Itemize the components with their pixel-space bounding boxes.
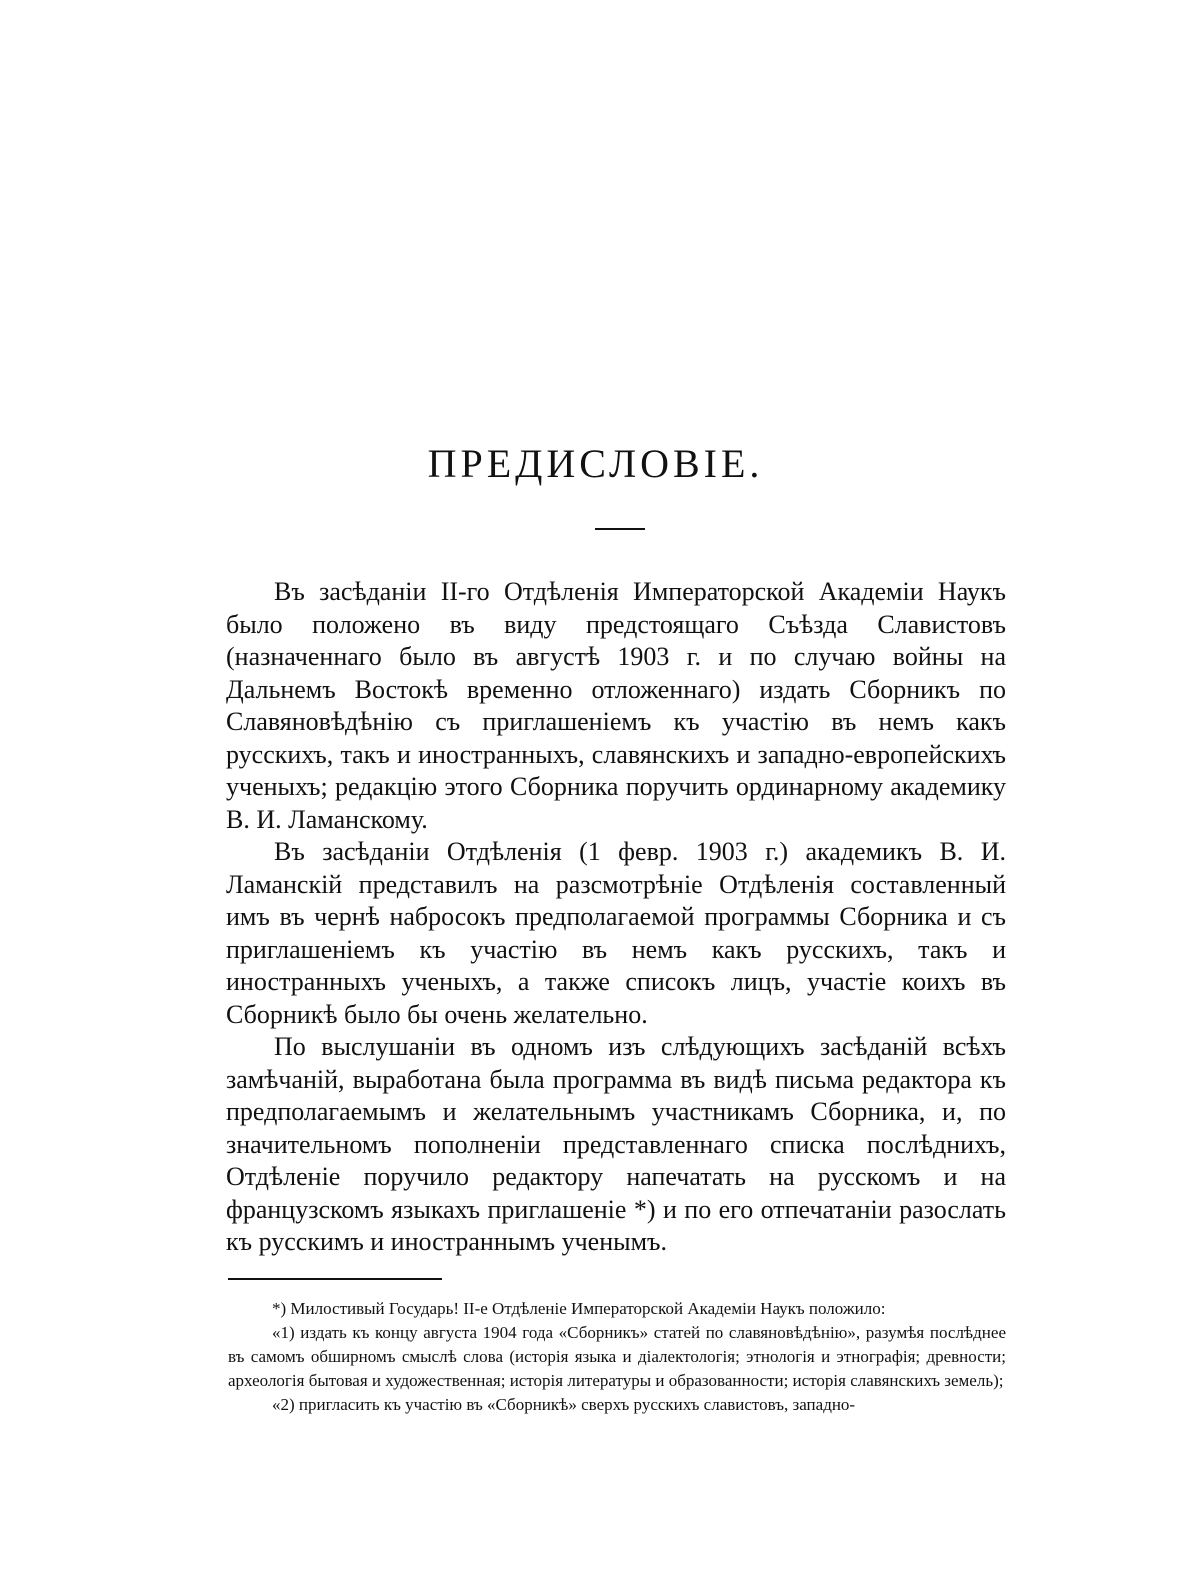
footnote: *) Милостивый Государь! II-е Отдѣленіе Императорской Академіи Наукъ положило: [272,1299,886,1318]
footnote-divider [228,1278,442,1280]
page-title: ПРЕДИСЛОВIЕ. [427,441,764,486]
footnotes [228,1297,1006,1417]
footnote: «1) издать къ концу августа 1904 года «Сборникъ» статей по славяновѣдѣнію», разумѣя послѣднее въ самомъ обширномъ смыслѣ слова (исторія языка и діалектологія; этнологія и этнографія; древности; археологія бытовая и художественная; исторія литературы и образованности; исторія славянскихъ земель); [228,1323,1006,1390]
paragraph: Въ засѣданіи II-го Отдѣленія Императорской Академіи Наукъ было положено въ виду предстоящаго Съѣзда Славистовъ (назначеннаго было въ августѣ 1903 г. и по случаю войны на Дальнемъ Востокѣ временно отложеннаго) издать Сборникъ по Славяновѣдѣнію съ приглашеніемъ къ участію въ немъ какъ русскихъ, такъ и иностранныхъ, славянскихъ и западно-европейскихъ ученыхъ; редакцію этого Сборника поручить ординарному академику В. И. Ламанскому. [226,577,1006,834]
paragraph: Въ засѣданіи Отдѣленія (1 февр. 1903 г.) академикъ В. И. Ламанскій представилъ на разсмотрѣніе Отдѣленія составленный имъ въ чернѣ набросокъ предполагаемой программы Сборника и съ приглашеніемъ къ участію въ немъ какъ русскихъ, такъ и иностранныхъ ученыхъ, а также списокъ лицъ, участіе коихъ въ Сборникѣ было бы очень желательно. [226,837,1006,1029]
title-divider [595,528,645,530]
paragraph: По выслушаніи въ одномъ изъ слѣдующихъ засѣданій всѣхъ замѣчаній, выработана была программа въ видѣ письма редактора къ предполагаемымъ и желательнымъ участникамъ Сборника, и, по значительномъ пополненіи представленнаго списка послѣднихъ, Отдѣленіе поручило редактору напечатать на русскомъ и на французскомъ языкахъ приглашеніе *) и по его отпечатаніи разослать къ русскимъ и иностраннымъ ученымъ. [226,1032,1006,1256]
footnote: «2) пригласить къ участію въ «Сборникѣ» сверхъ русскихъ славистовъ, западно- [272,1395,856,1414]
body-text [226,576,1006,1259]
